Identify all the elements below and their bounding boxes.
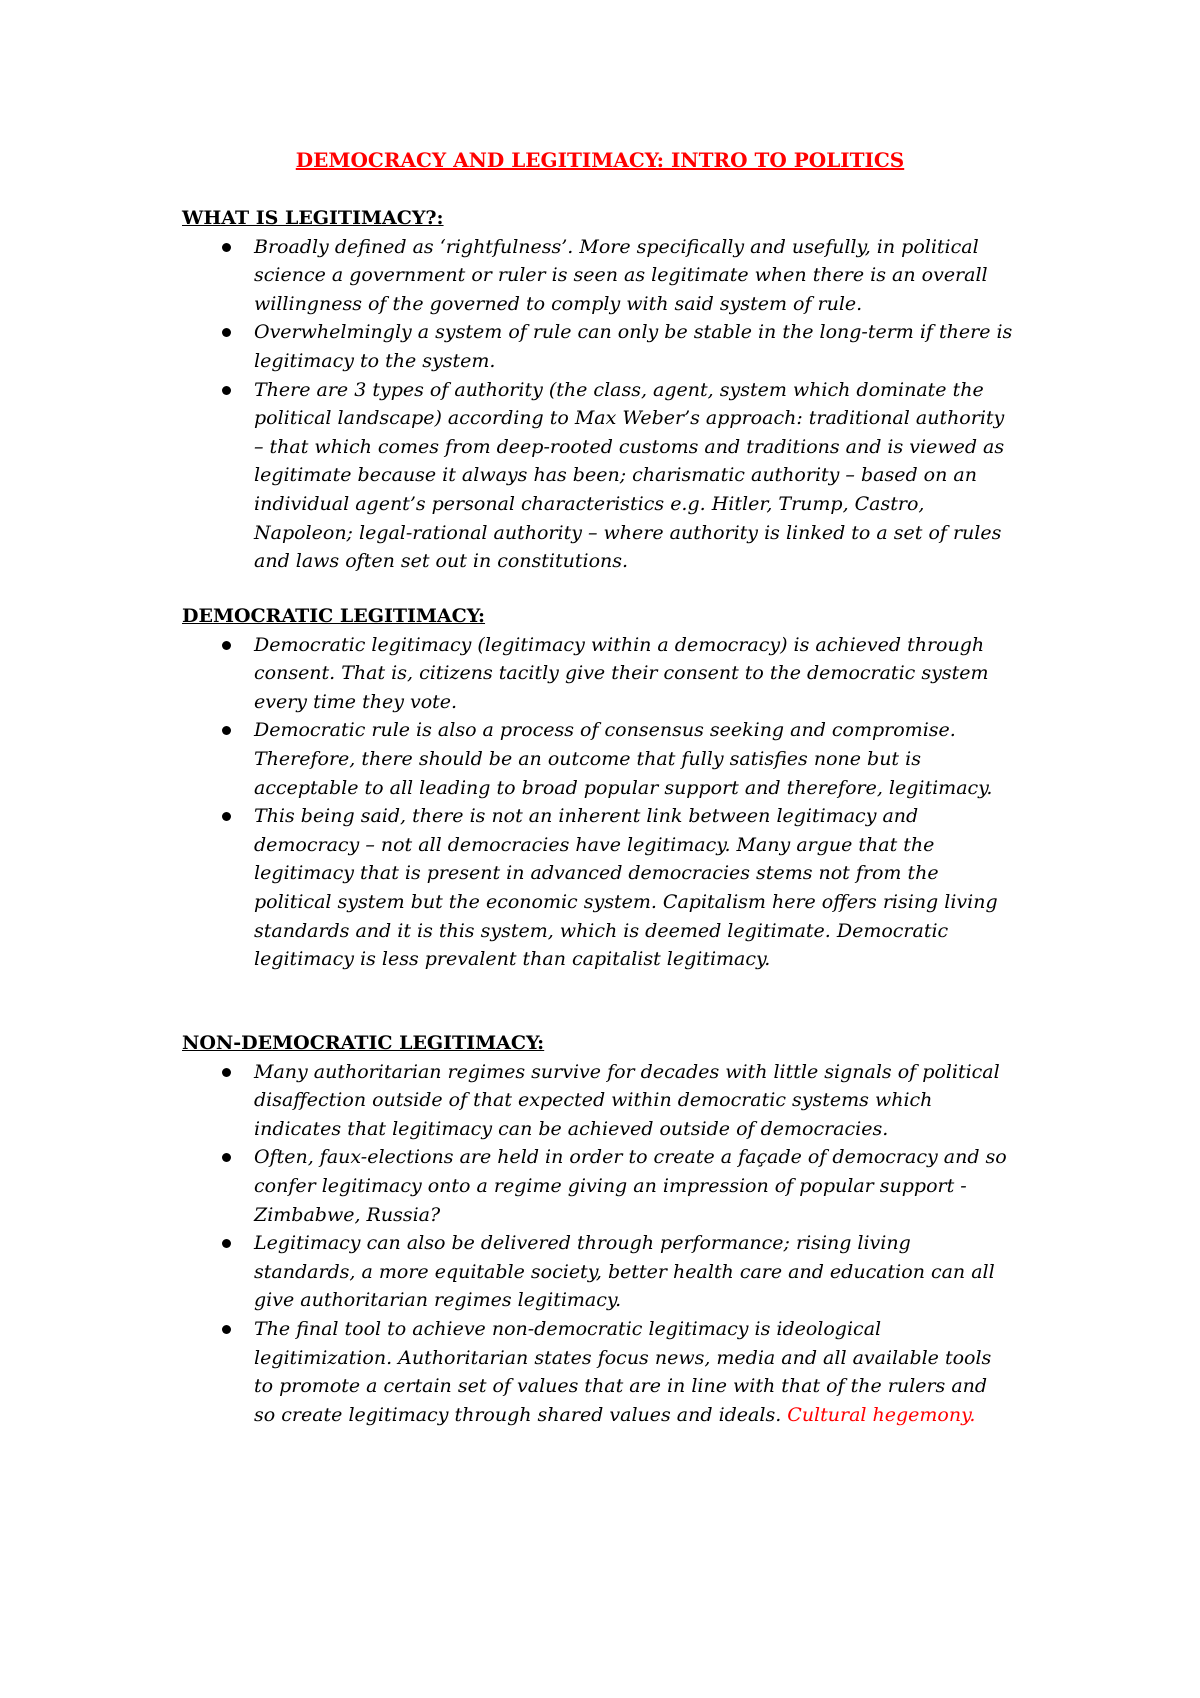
bullet-item (182, 318, 1014, 375)
bullet-icon (222, 726, 231, 735)
bullet-text: Democratic legitimacy (legitimacy within a democracy) is achieved through consent. That is, citizens tacitly give their consent to the democratic system every time they vote. (254, 633, 989, 713)
bullet-item (182, 631, 1014, 717)
bullet-text: This being said, there is not an inherent link between legitimacy and democracy – not all democracies have legitimacy. Many argue that the legitimacy that is present in advanced democracies stems not from the political system but the economic system. Capitalism here offers rising living standards and it is this system, which is deemed legitimate. Democratic legitimacy is less prevalent than capitalist legitimacy. (254, 805, 998, 971)
bullet-item (182, 233, 1014, 319)
bullet-icon (222, 243, 231, 252)
bullet-icon (222, 1153, 231, 1162)
bullet-icon (222, 1325, 231, 1334)
bullet-icon (222, 386, 231, 395)
document-title: DEMOCRACY AND LEGITIMACY: INTRO TO POLITICS (295, 148, 905, 172)
section-heading: NON-DEMOCRATIC LEGITIMACY: (182, 1032, 545, 1054)
bullet-icon (222, 812, 231, 821)
bullet-item (182, 1229, 1014, 1315)
bullet-item (182, 376, 1014, 576)
bullet-icon (222, 328, 231, 337)
bullet-text: There are 3 types of authority (the class, agent, system which dominate the political landscape) according to Max Weber’s approach: traditional authority – that which comes from deep-rooted customs and traditions and is viewed as legitimate because it always has been; charismatic authority – based on an individual agent’s personal characteristics e.g. Hitler, Trump, Castro, Napoleon; legal-rational authority – where authority is linked to a set of rules and laws often set out in constitutions. (254, 378, 1005, 573)
bullet-list (182, 631, 1042, 974)
section-what-is-legitimacy (182, 204, 1042, 576)
bullet-item (182, 716, 1014, 802)
bullet-icon (222, 641, 231, 650)
section-heading: DEMOCRATIC LEGITIMACY: (182, 605, 486, 627)
section-democratic-legitimacy (182, 602, 1042, 974)
bullet-item (182, 802, 1014, 974)
bullet-text: Broadly defined as ‘rightfulness’. More specifically and usefully, in political science a government or ruler is seen as legitimate when there is an overall willingness of the governed to comply with said system of rule. (254, 235, 988, 315)
section-non-democratic-legitimacy (182, 1029, 1042, 1429)
bullet-icon (222, 1239, 231, 1248)
bullet-item (182, 1143, 1014, 1229)
bullet-item (182, 1058, 1014, 1144)
bullet-list (182, 1058, 1042, 1430)
bullet-text: The final tool to achieve non-democratic legitimacy is ideological legitimization. Authoritarian states focus news, media and all available tools to promote a certain set of values that are in line with that of the rulers and so create legitimacy through shared values and ideals. (254, 1317, 992, 1426)
bullet-text: Democratic rule is also a process of consensus seeking and compromise. Therefore, there should be an outcome that fully satisfies none but is acceptable to all leading to broad popular support and therefore, legitimacy. (254, 719, 993, 799)
bullet-text: Many authoritarian regimes survive for decades with little signals of political disaffection outside of that expected within democratic systems which indicates that legitimacy can be achieved outside of democracies. (254, 1060, 1000, 1140)
bullet-text: Legitimacy can also be delivered through performance; rising living standards, a more equitable society, better health care and education can all give authoritarian regimes legitimacy. (254, 1232, 995, 1312)
bullet-item (182, 1315, 1014, 1429)
cultural-hegemony-highlight: Cultural hegemony. (787, 1403, 976, 1426)
section-heading: WHAT IS LEGITIMACY?: (182, 207, 444, 229)
bullet-icon (222, 1068, 231, 1077)
bullet-text: Often, faux-elections are held in order to create a façade of democracy and so confer legitimacy onto a regime giving an impression of popular support - Zimbabwe, Russia? (254, 1146, 1007, 1226)
bullet-text: Overwhelmingly a system of rule can only be stable in the long-term if there is legitimacy to the system. (254, 321, 1013, 372)
bullet-list (182, 233, 1042, 576)
